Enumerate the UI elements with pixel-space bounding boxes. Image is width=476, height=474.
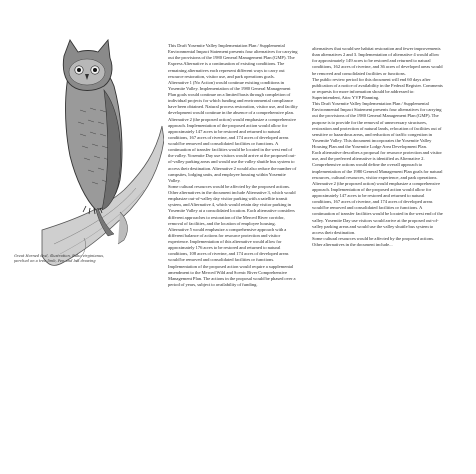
paragraph: Alternative 5 would emphasize a comprehensive approach with a different balance of actions for resource protection and visitor experience. Implementation of this alternative would allow for approximately 176 acres to be restored and returned to natural conditions, 108 acres of riverine, and 174 acres of developed areas would be removed and consolidated facilities or functions. bbox=[168, 226, 289, 263]
paragraph: Alternative 2 (the proposed action) would emphasize a comprehensive approach. Implementation of the proposed action would allow for approximately 147 acres to be restored and returned to natural conditions, 167 acres of riverine, and 174 acres of developed areas would be removed and consolidated facilities or functions. A continuation of transfer facilities would be located in the west end of the valley. Yosemite Day use visitors would arrive at the proposed out-of-valley parking areas and would use the valley shuttle bus system to access their destination. bbox=[312, 180, 443, 235]
great-horned-owl-icon bbox=[24, 30, 164, 290]
paragraph: The public review period for this document will end 60 days after publication of a notice of availability in the Federal Register. Comments or requests for more information should be addressed to: Superintendent, Attn: YVP Planning. bbox=[312, 76, 443, 100]
paragraph: Alternative 2 (the proposed action) would emphasize a comprehensive approach. Implementation of the proposed action would allow for approximately 147 acres to be restored and returned to natural conditions, 167 acres of riverine, and 174 acres of developed areas would be removed and consolidated facilities or functions. A continuation of transfer facilities would be located in the west end of the valley. Yosemite Day use visitors would arrive at the proposed out-of-valley parking areas and would use the valley shuttle bus system to access their destination. Alternative 2 would also reduce the number of campsites, lodging units, and employee housing within Yosemite Valley. bbox=[168, 116, 297, 183]
paragraph: Some cultural resources would be affected by the proposed actions. bbox=[312, 235, 435, 241]
text-column-right bbox=[312, 46, 444, 446]
paragraph: Alternative 1 (No Action) would continue existing conditions in Yosemite Valley. Implementation of the 1980 General Management Plan goals would continue on a limited basis through completion of individual projects for which funding and environmental compliance have been obtained. Natural process restoration, visitor use, and facility development would continue in the absence of a comprehensive plan. bbox=[168, 79, 298, 116]
paragraph: This Draft Yosemite Valley Implementation Plan / Supplemental Environmental Impact Statement presents four alternatives for carrying out the provisions of the 1980 General Management Plan (GMP). The Express Alternative is a continuation of existing conditions. The remaining alternatives each represent different ways to carry out resource restoration, visitor use, and park operations goals. bbox=[168, 43, 298, 79]
illustration-caption: Great Horned Owl, illustration, Bubo virginianus, perched on a tree limb, Pen and Ink drawing bbox=[14, 254, 105, 263]
paragraph: Other alternatives in the document include... bbox=[312, 242, 393, 247]
paragraph: Each alternative describes a proposal for resource protection and visitor use, and the preferred alternative is identified as Alternative 2. Comprehensive actions would define the overall approach to implementation of the 1980 General Management Plan goals for natural resources, cultural resources, visitor experience, and park operations. bbox=[312, 150, 443, 180]
paragraph: alternatives that would see habitat restoration and fewer improvements than alternatives 2 and 3. Implementation of alternative 4 would allow for approximately 149 acres to be restored and returned to natural conditions, 162 acres of riverine, and 36 acres of developed areas would be removed and consolidated facilities or functions. bbox=[312, 46, 443, 76]
paragraph: Implementation of the proposed action would require a supplemental amendment to the Merced Wild and Scenic River Comprehensive Management Plan. The actions in the proposal would be phased over a period of years, subject to availability of funding. bbox=[168, 263, 296, 287]
paragraph: This Draft Yosemite Valley Implementation Plan / Supplemental Environmental Impact Statement presents four alternatives for carrying out the provisions of the 1980 General Management Plan (GMP). The purpose is to provide for the removal of unnecessary structures, restoration and protection of natural lands, relocation of facilities out of sensitive or hazardous areas, and reduction of traffic congestion in Yosemite Valley. This document incorporates the Yosemite Valley Housing Plan and the Yosemite Lodge Area Development Plan. bbox=[312, 101, 442, 149]
text-column-left bbox=[168, 43, 298, 457]
paragraph: Some cultural resources would be affected by the proposed actions. bbox=[168, 183, 291, 189]
paragraph: Other alternatives in the document include Alternative 3, which would emphasize out-of-valley day visitor parking with a satellite transit system, and Alternative 4, which would retain day visitor parking in Yosemite Valley at a consolidated location. Each alternative considers different approaches to restoration of the Merced River corridor, removal of facilities, and the location of employee housing. bbox=[168, 190, 296, 226]
